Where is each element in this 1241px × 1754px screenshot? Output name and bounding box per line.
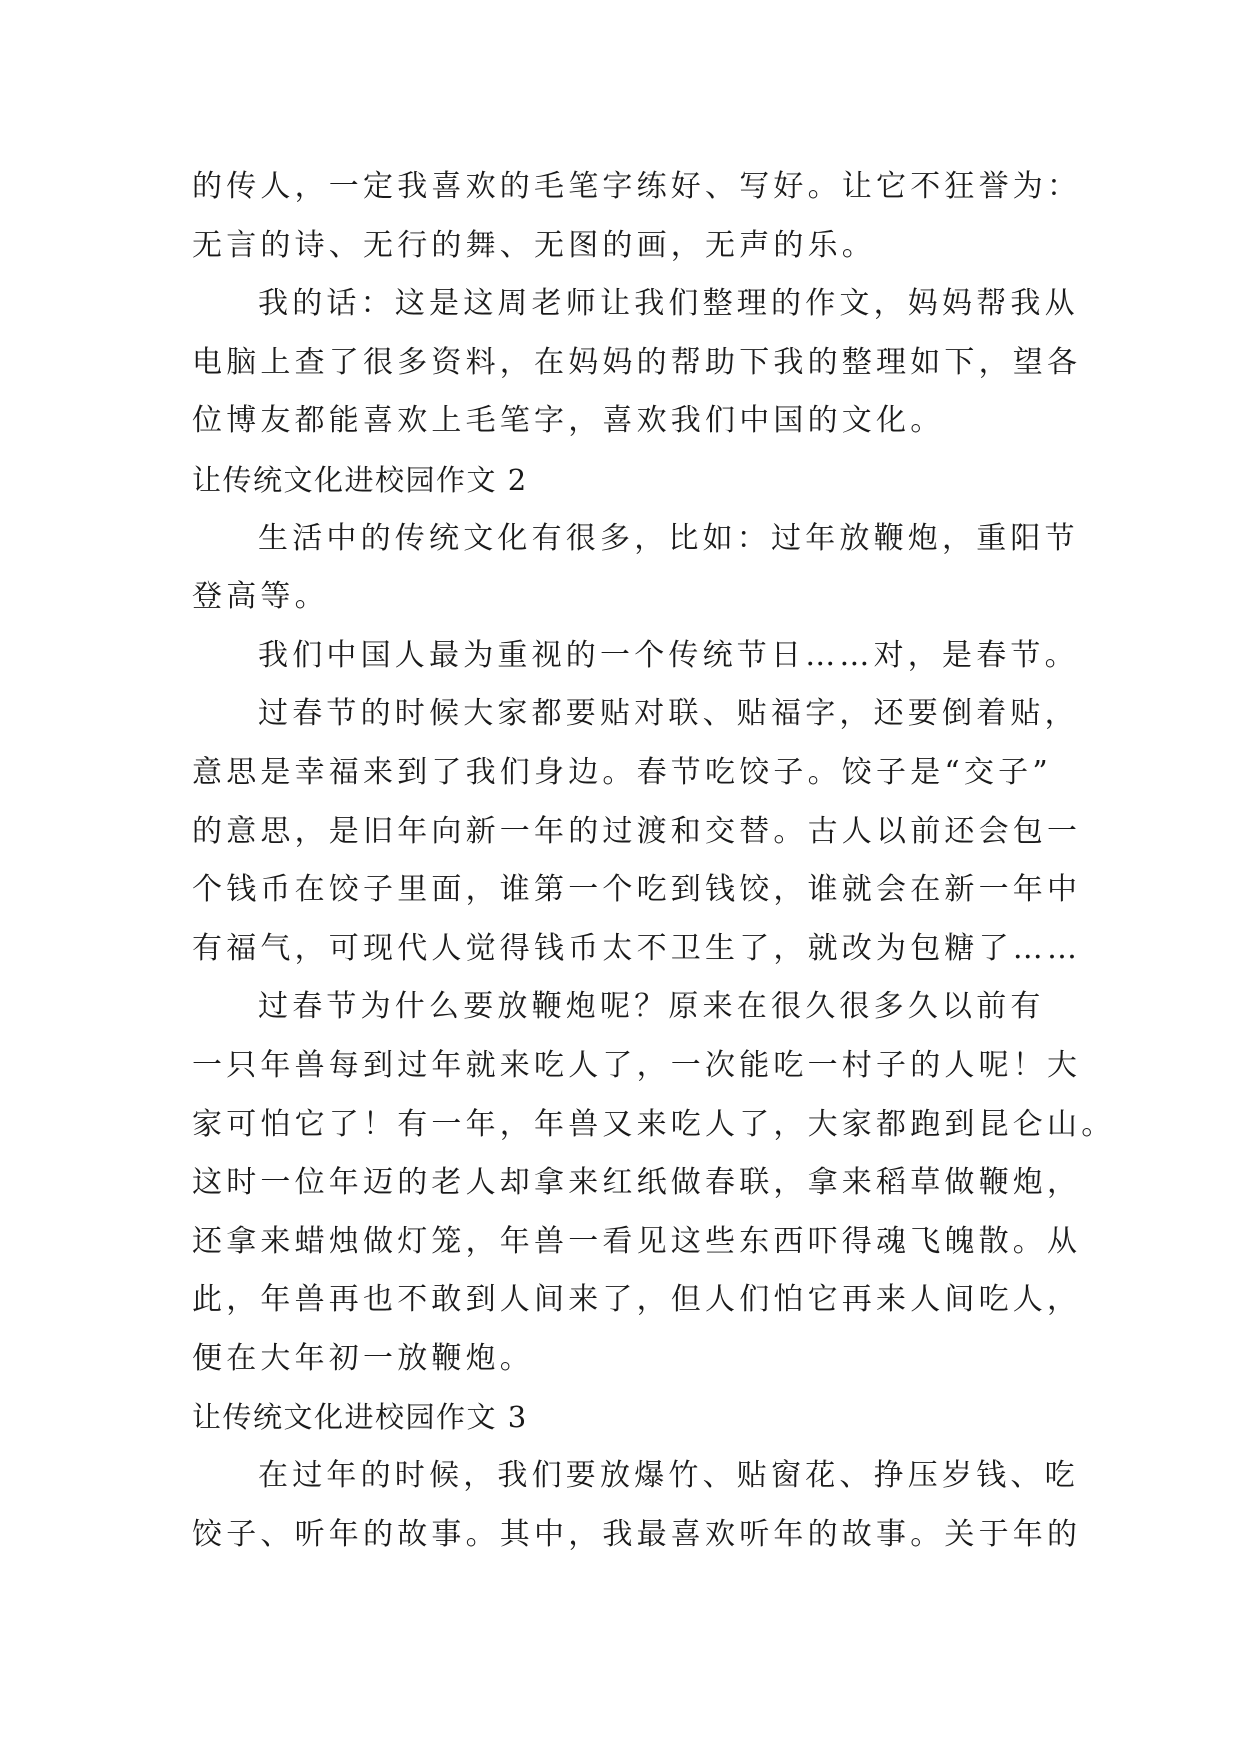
paragraph (192, 627, 1079, 686)
text-line: 无言的诗、无行的舞、无图的画，无声的乐。 (192, 227, 876, 263)
text-line: 生活中的传统文化有很多，比如：过年放鞭炮，重阳节 (258, 520, 1079, 556)
paragraph (192, 1447, 1082, 1564)
text-line: 位博友都能喜欢上毛笔字，喜欢我们中国的文化。 (192, 403, 945, 439)
text-line: 个钱币在饺子里面，谁第一个吃到钱饺，谁就会在新一年中 (192, 872, 1082, 908)
text-line: 我的话：这是这周老师让我们整理的作文，妈妈帮我从 (258, 286, 1079, 322)
text-line: 此，年兽再也不敢到人间来了，但人们怕它再来人间吃人， (192, 1282, 1082, 1318)
paragraph (192, 158, 1082, 275)
heading-text: 让传统文化进校园作文 2 (192, 462, 528, 497)
text-line: 的传人，一定我喜欢的毛笔字练好、写好。让它不狂誉为： (192, 169, 1082, 204)
text-line: 饺子、听年的故事。其中，我最喜欢听年的故事。关于年的 (192, 1516, 1082, 1552)
section-heading (192, 451, 1052, 510)
text-line: 有福气，可现代人觉得钱币太不卫生了，就改为包糖了…… (192, 930, 1082, 966)
text-line: 还拿来蜡烛做灯笼，年兽一看见这些东西吓得魂飞魄散。从 (192, 1223, 1082, 1259)
paragraph (192, 275, 1082, 451)
text-line: 一只年兽每到过年就来吃人了，一次能吃一村子的人呢！大 (192, 1047, 1082, 1083)
paragraph (192, 978, 1116, 1388)
text-line: 意思是幸福来到了我们身边。春节吃饺子。饺子是“交子” (192, 754, 1052, 790)
text-line: 登高等。 (192, 579, 329, 615)
text-line: 过春节的时候大家都要贴对联、贴福字，还要倒着贴， (258, 696, 1079, 732)
paragraph (192, 685, 1082, 978)
heading-text: 让传统文化进校园作文 3 (192, 1400, 528, 1435)
text-line: 的意思，是旧年向新一年的过渡和交替。古人以前还会包一 (192, 813, 1082, 849)
text-line: 在过年的时候，我们要放爆竹、贴窗花、挣压岁钱、吃 (258, 1458, 1079, 1494)
text-line: 家可怕它了！有一年，年兽又来吃人了，大家都跑到昆仑山。 (192, 1106, 1116, 1142)
document-body (192, 158, 1116, 1564)
text-line: 便在大年初一放鞭炮。 (192, 1340, 534, 1376)
text-line: 过春节为什么要放鞭炮呢？原来在很久很多久以前有 (258, 989, 1045, 1025)
paragraph (192, 510, 1079, 627)
text-line: 电脑上查了很多资料，在妈妈的帮助下我的整理如下，望各 (192, 344, 1082, 380)
text-line: 这时一位年迈的老人却拿来红纸做春联，拿来稻草做鞭炮， (192, 1165, 1082, 1201)
text-line: 我们中国人最为重视的一个传统节日……对，是春节。 (258, 637, 1079, 673)
section-heading (192, 1388, 1052, 1447)
